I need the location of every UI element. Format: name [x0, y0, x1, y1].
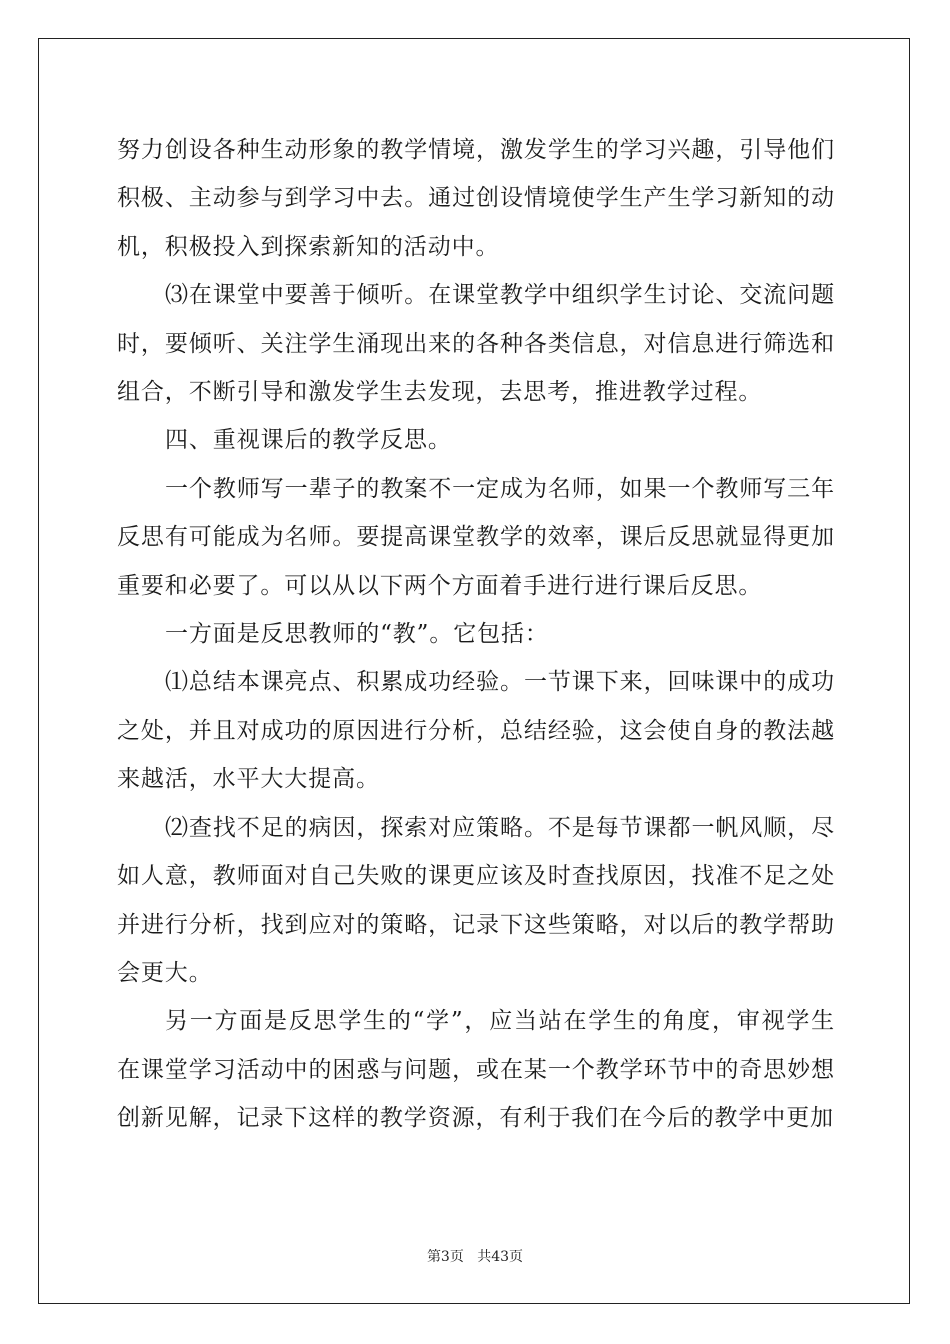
paragraph-8: 另一方面是反思学生的“学”，应当站在学生的角度，审视学生在课堂学习活动中的困惑与问题，或在某一个教学环节中的奇思妙想创新见解，记录下这样的教学资源，有利于我们在今后的教学中更加	[117, 1008, 835, 1132]
page-footer	[0, 1247, 950, 1267]
paragraph-2: ⑶在课堂中要善于倾听。在课堂教学中组织学生讨论、交流问题时，要倾听、关注学生涌现出来的各种各类信息，对信息进行筛选和组合，不断引导和激发学生去发现，去思考，推进教学过程。	[117, 282, 835, 406]
section-heading: 四、重视课后的教学反思。	[165, 427, 452, 454]
paragraph-6: ⑴总结本课亮点、积累成功经验。一节课下来，回味课中的成功之处，并且对成功的原因进行分析，总结经验，这会使自身的教法越来越活，水平大大提高。	[117, 669, 835, 793]
paragraph-4: 一个教师写一辈子的教案不一定成为名师，如果一个教师写三年反思有可能成为名师。要提高课堂教学的效率，课后反思就显得更加重要和必要了。可以从以下两个方面着手进行进行课后反思。	[117, 475, 835, 599]
total-pages: 共43页	[477, 1249, 524, 1265]
paragraph-5: 一方面是反思教师的“教”。它包括：	[165, 621, 549, 648]
document-body	[117, 126, 835, 1143]
page-number: 第3页	[426, 1249, 464, 1265]
paragraph-7: ⑵查找不足的病因，探索对应策略。不是每节课都一帆风顺，尽如人意，教师面对自己失败的课更应该及时查找原因，找准不足之处并进行分析，找到应对的策略，记录下这些策略，对以后的教学帮助会更大。	[117, 814, 835, 986]
paragraph-1: 努力创设各种生动形象的教学情境，激发学生的学习兴趣，引导他们积极、主动参与到学习中去。通过创设情境使学生产生学习新知的动机，积极投入到探索新知的活动中。	[117, 137, 835, 260]
